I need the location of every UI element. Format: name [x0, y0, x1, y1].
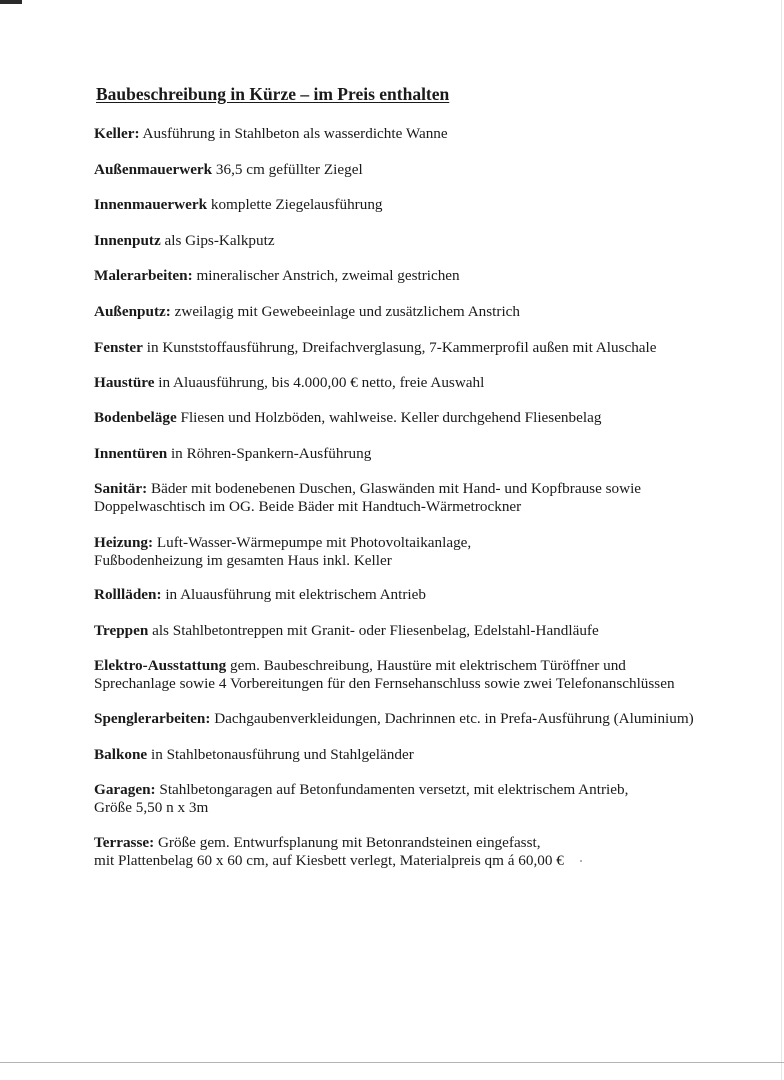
- entry-label: Treppen: [94, 622, 149, 639]
- entry-text: Stahlbetongaragen auf Betonfundamenten versetzt, mit elektrischem Antrieb,: [155, 781, 629, 798]
- entry-line: [94, 196, 383, 214]
- entry-text: Bäder mit bodenebenen Duschen, Glaswänden mit Hand- und Kopfbrause sowie: [147, 480, 642, 497]
- entry-innenmauerwerk: [94, 196, 383, 214]
- page-edge-right: [781, 0, 782, 1080]
- entry-aussenputz: [94, 303, 520, 321]
- entry-label: Haustüre: [94, 374, 155, 391]
- entry-fenster: [94, 339, 657, 357]
- entry-rolllaeden: [94, 586, 426, 604]
- entry-label: Innenputz: [94, 232, 161, 249]
- entry-line: [94, 480, 641, 498]
- entry-line: [94, 586, 426, 604]
- entry-line: [94, 710, 694, 728]
- entry-line: [94, 445, 371, 463]
- entry-treppen: [94, 622, 599, 640]
- entry-malerarbeiten: [94, 267, 460, 285]
- entry-label: Sanitär:: [94, 480, 148, 497]
- entry-text: in Aluausführung, bis 4.000,00 € netto, freie Auswahl: [154, 374, 485, 391]
- entry-label: Innentüren: [94, 445, 168, 462]
- entry-label: Terrasse:: [94, 834, 155, 851]
- entry-label: Außenmauerwerk: [94, 161, 213, 178]
- entry-innentueren: [94, 445, 371, 463]
- entry-line: [94, 657, 675, 675]
- entry-line: [94, 409, 601, 427]
- entry-text: mineralischer Anstrich, zweimal gestrichen: [192, 267, 460, 284]
- entry-label: Heizung:: [94, 534, 154, 551]
- entry-text: in Kunststoffausführung, Dreifachverglasung, 7-Kammerprofil außen mit Aluschale: [142, 339, 657, 356]
- entry-terrasse: [94, 834, 564, 870]
- scan-corner-mark: [0, 0, 22, 4]
- entry-label: Innenmauerwerk: [94, 196, 208, 213]
- entry-line: [94, 534, 471, 552]
- entry-text: 36,5 cm gefüllter Ziegel: [212, 161, 363, 178]
- entry-elektro-ausstattung: [94, 657, 675, 693]
- entry-aussenmauerwerk: [94, 161, 363, 179]
- entry-line: [94, 339, 657, 357]
- entry-label: Balkone: [94, 746, 148, 763]
- entry-label: Spenglerarbeiten:: [94, 710, 211, 727]
- entry-label: Elektro-Ausstattung: [94, 657, 227, 674]
- entry-text: in Aluausführung mit elektrischem Antrieb: [161, 586, 426, 603]
- entry-label: Fenster: [94, 339, 143, 356]
- entry-text: Dachgaubenverkleidungen, Dachrinnen etc. in Prefa-Ausführung (Aluminium): [210, 710, 694, 727]
- entry-text: Ausführung in Stahlbeton als wasserdichte Wanne: [139, 125, 448, 142]
- document-title: Baubeschreibung in Kürze – im Preis enthalten: [96, 84, 450, 104]
- entry-haustuere: [94, 374, 484, 392]
- entry-keller: [94, 125, 448, 143]
- entry-text: in Röhren-Spankern-Ausführung: [167, 445, 372, 462]
- entry-label: Bodenbeläge: [94, 409, 177, 426]
- entry-label: Malerarbeiten:: [94, 267, 193, 284]
- page-edge-bottom: [0, 1062, 784, 1063]
- entry-bodenbelaege: [94, 409, 601, 427]
- entry-garagen: [94, 781, 628, 817]
- entry-text-continued: Größe 5,50 n x 3m: [94, 799, 209, 816]
- entry-line: [94, 374, 484, 392]
- entry-text: Luft-Wasser-Wärmepumpe mit Photovoltaikanlage,: [153, 534, 472, 551]
- entry-text: zweilagig mit Gewebeeinlage und zusätzlichem Anstrich: [170, 303, 521, 320]
- entry-text-continued: Fußbodenheizung im gesamten Haus inkl. Keller: [94, 552, 392, 569]
- entry-line: [94, 834, 564, 852]
- entry-sanitaer: [94, 480, 641, 516]
- entry-text-continued: Sprechanlage sowie 4 Vorbereitungen für den Fernsehanschluss sowie zwei Telefonanschlüssen: [94, 675, 675, 692]
- entry-line: [94, 622, 599, 640]
- entry-line: [94, 161, 363, 179]
- entry-text-continued: Doppelwaschtisch im OG. Beide Bäder mit Handtuch-Wärmetrockner: [94, 498, 522, 515]
- entry-spenglerarbeiten: [94, 710, 694, 728]
- scan-speck: [580, 860, 582, 862]
- entry-line: [94, 267, 460, 285]
- entry-line: [94, 125, 448, 143]
- entry-line: [94, 781, 628, 799]
- entry-balkone: [94, 746, 414, 764]
- entry-text: als Stahlbetontreppen mit Granit- oder Fliesenbelag, Edelstahl-Handläufe: [148, 622, 599, 639]
- entry-text: Größe gem. Entwurfsplanung mit Betonrandsteinen eingefasst,: [154, 834, 541, 851]
- entry-innenputz: [94, 232, 275, 250]
- entry-label: Keller:: [94, 125, 140, 142]
- entry-text: als Gips-Kalkputz: [160, 232, 275, 249]
- entry-heizung: [94, 534, 471, 570]
- entry-text: gem. Baubeschreibung, Haustüre mit elektrischem Türöffner und: [226, 657, 626, 674]
- entry-text: Fliesen und Holzböden, wahlweise. Keller durchgehend Fliesenbelag: [176, 409, 602, 426]
- entry-label: Außenputz:: [94, 303, 171, 320]
- entry-label: Rollläden:: [94, 586, 162, 603]
- entry-line: [94, 232, 275, 250]
- entry-text-continued: mit Plattenbelag 60 x 60 cm, auf Kiesbett verlegt, Materialpreis qm á 60,00 €: [94, 852, 564, 869]
- entry-line: [94, 746, 414, 764]
- entry-text: komplette Ziegelausführung: [207, 196, 383, 213]
- entry-label: Garagen:: [94, 781, 156, 798]
- entry-line: [94, 303, 520, 321]
- entry-text: in Stahlbetonausführung und Stahlgeländer: [147, 746, 414, 763]
